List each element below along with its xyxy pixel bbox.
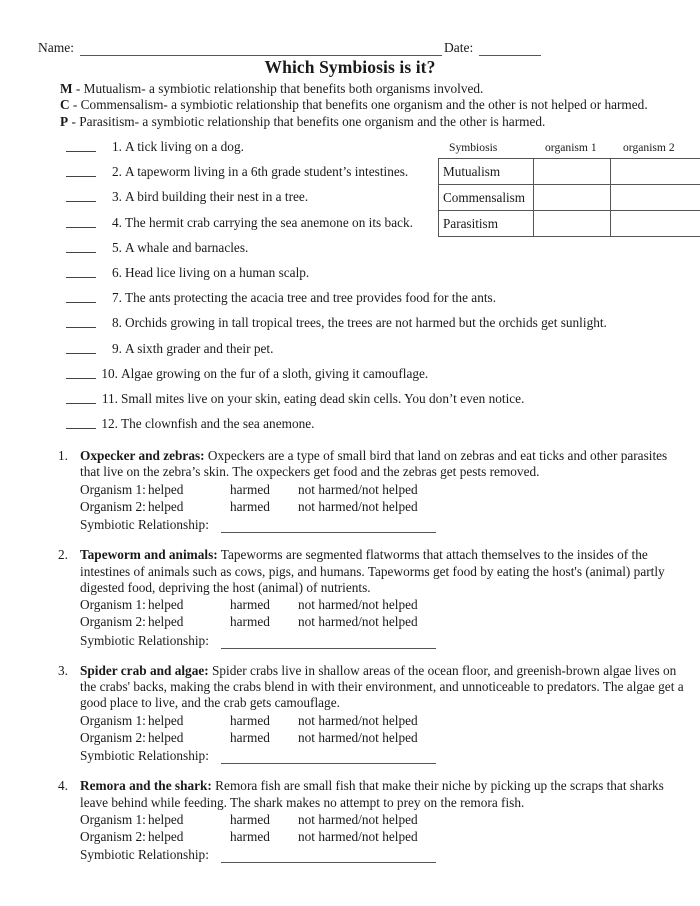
relationship-answer-line[interactable]: [221, 750, 436, 764]
question-description: Tapeworms are segmented flatworms that attach themselves to the insides of the intestines of animals such as cows, pigs, and humans. Tapeworms get food by eating the host's (animal) partly digested food, depriving the host (animal) of nutrients.: [80, 547, 665, 595]
key-letter-m: M: [60, 81, 73, 96]
cell-commensalism-organism-2[interactable]: [610, 185, 700, 210]
answer-blank-10[interactable]: [66, 366, 96, 379]
column-header-symbiosis: Symbiosis: [449, 141, 498, 154]
key-text-c: - Commensalism- a symbiotic relationship that benefits one organism and the other is not helped or harmed.: [69, 97, 648, 113]
organism-2-label: Organism 2:: [80, 729, 146, 745]
answer-blank-7[interactable]: [66, 290, 96, 303]
list-item: [66, 265, 666, 290]
symbiosis-key: [60, 81, 690, 130]
cell-commensalism-organism-1[interactable]: [533, 185, 610, 210]
question-4: [58, 778, 686, 863]
column-header-organism-2: organism 2: [623, 141, 675, 154]
answer-blank-5[interactable]: [66, 240, 96, 253]
symbiosis-table: [438, 141, 700, 237]
list-item-label: Head lice living on a human scalp.: [125, 264, 310, 280]
option-harmed[interactable]: harmed: [230, 481, 270, 497]
list-item-label: A whale and barnacles.: [125, 239, 249, 255]
relationship-row: [80, 846, 686, 863]
relationship-label: Symbiotic Relationship:: [80, 632, 209, 648]
list-item-number: 3.: [112, 189, 122, 205]
answer-blank-11[interactable]: [66, 391, 96, 404]
question-3: [58, 663, 686, 765]
date-input-line[interactable]: [479, 42, 541, 56]
question-number: 2.: [58, 547, 68, 563]
relationship-answer-line[interactable]: [221, 519, 436, 533]
list-item-label: A bird building their nest in a tree.: [125, 189, 309, 205]
question-description: Remora fish are small fish that make their niche by picking up the scraps that sharks leave behind while feeding. The shark makes no attempt to prey on the remora fish.: [80, 778, 664, 810]
list-item-label: Small mites live on your skin, eating dead skin cells. You don’t even notice.: [121, 390, 525, 406]
option-neutral[interactable]: not harmed/not helped: [298, 481, 418, 497]
relationship-label: Symbiotic Relationship:: [80, 748, 209, 763]
name-input-line[interactable]: [80, 42, 442, 56]
list-item-label: The hermit crab carrying the sea anemone on its back.: [125, 214, 413, 230]
question-title: Spider crab and algae:: [80, 662, 209, 678]
list-item: [66, 290, 666, 315]
organism-1-label: Organism 1:: [80, 597, 146, 613]
list-item: [66, 341, 666, 366]
organism-1-options: [80, 811, 686, 828]
option-neutral[interactable]: not harmed/not helped: [298, 498, 418, 514]
list-item-label: A tick living on a dog.: [125, 139, 244, 154]
answer-blank-12[interactable]: [66, 416, 96, 429]
row-label-commensalism: Commensalism: [438, 185, 533, 210]
option-harmed[interactable]: harmed: [230, 829, 270, 844]
cell-mutualism-organism-1[interactable]: [533, 159, 610, 184]
list-item: [66, 416, 666, 441]
option-helped[interactable]: helped: [148, 712, 184, 728]
organism-2-label: Organism 2:: [80, 498, 146, 514]
relationship-row: [80, 747, 686, 764]
relationship-label: Symbiotic Relationship:: [80, 847, 209, 863]
answer-blank-4[interactable]: [66, 215, 96, 228]
option-neutral[interactable]: not harmed/not helped: [298, 729, 418, 745]
list-item-label: Algae growing on the fur of a sloth, giving it camouflage.: [121, 365, 429, 381]
answer-blank-1[interactable]: [66, 139, 96, 152]
option-harmed[interactable]: harmed: [230, 811, 270, 827]
list-item-number: 2.: [112, 164, 122, 180]
list-item-label: Orchids growing in tall tropical trees, the trees are not harmed but the orchids get sunlight.: [125, 315, 607, 331]
organism-2-options: [80, 498, 686, 515]
key-text-m: - Mutualism- a symbiotic relationship that benefits both organisms involved.: [72, 81, 484, 96]
list-item-number: 9.: [112, 340, 122, 356]
list-item-number: 5.: [112, 239, 122, 255]
question-2: [58, 547, 686, 649]
key-entry-mutualism: [60, 81, 690, 97]
list-item-number: 6.: [112, 264, 122, 280]
list-item-number: 11.: [101, 390, 118, 406]
list-item-number: 12.: [101, 416, 118, 432]
list-item-label: A tapeworm living in a 6th grade student’s intestines.: [125, 164, 409, 180]
column-header-organism-1: organism 1: [545, 141, 597, 154]
relationship-answer-line[interactable]: [221, 635, 436, 649]
cell-parasitism-organism-2[interactable]: [610, 211, 700, 236]
table-grid: [438, 158, 700, 237]
option-helped[interactable]: helped: [148, 829, 184, 844]
question-body: [80, 547, 686, 596]
key-text-p: - Parasitism- a symbiotic relationship that benefits one organism and the other is harmed.: [68, 113, 546, 129]
question-title: Oxpecker and zebras:: [80, 448, 205, 463]
question-description: Spider crabs live in shallow areas of the ocean floor, and greenish-brown algae lives on the crabs' backs, making the crabs blend in with their environment, and unnoticeable to predators. The algae get a good place to live, and the crab gets camouflage.: [80, 662, 684, 711]
list-item: [66, 366, 666, 391]
page-title: Which Symbiosis is it?: [264, 57, 436, 77]
option-harmed[interactable]: harmed: [230, 712, 270, 728]
list-item-label: The ants protecting the acacia tree and tree provides food for the ants.: [125, 290, 497, 306]
table-row: [438, 211, 700, 237]
question-body: [80, 448, 686, 481]
question-number: 3.: [58, 662, 68, 678]
option-helped[interactable]: helped: [148, 614, 184, 630]
option-neutral[interactable]: not harmed/not helped: [298, 614, 418, 630]
answer-blank-9[interactable]: [66, 341, 96, 354]
option-helped[interactable]: helped: [148, 498, 184, 514]
question-body: [80, 778, 686, 811]
organism-1-label: Organism 1:: [80, 481, 146, 497]
option-helped[interactable]: helped: [148, 597, 184, 613]
key-entry-commensalism: [60, 97, 690, 113]
list-item-number: 8.: [112, 315, 122, 331]
option-neutral[interactable]: not harmed/not helped: [298, 829, 418, 844]
organism-2-options: [80, 613, 686, 630]
question-number: 4.: [58, 778, 68, 794]
key-letter-p: P: [60, 113, 69, 129]
key-entry-parasitism: [60, 114, 690, 130]
key-letter-c: C: [60, 97, 70, 113]
date-label: Date:: [444, 40, 474, 55]
name-label: Name:: [38, 40, 74, 55]
organism-1-label: Organism 1:: [80, 811, 146, 827]
option-neutral[interactable]: not harmed/not helped: [298, 811, 418, 827]
list-item-number: 10.: [101, 365, 118, 381]
question-description: Oxpeckers are a type of small bird that land on zebras and eat ticks and other parasites that live on the zebra’s skin. The oxpeckers get food and the zebras get pests removed.: [80, 448, 668, 480]
list-item: [66, 315, 666, 340]
organism-1-options: [80, 481, 686, 498]
question-section: [58, 448, 686, 877]
relationship-row: [80, 516, 686, 533]
cell-parasitism-organism-1[interactable]: [533, 211, 610, 236]
list-item: [66, 391, 666, 416]
relationship-answer-line[interactable]: [221, 849, 436, 863]
option-helped[interactable]: helped: [148, 811, 184, 827]
option-helped[interactable]: helped: [148, 481, 184, 497]
list-item-label: A sixth grader and their pet.: [125, 340, 274, 356]
organism-2-label: Organism 2:: [80, 829, 146, 844]
list-item-number: 7.: [112, 290, 122, 306]
organism-1-options: [80, 596, 686, 613]
list-item: [66, 240, 666, 265]
table-header-row: [438, 141, 700, 158]
list-item-number: 4.: [112, 214, 122, 230]
question-title: Remora and the shark:: [80, 778, 212, 794]
question-1: [58, 448, 686, 533]
option-harmed[interactable]: harmed: [230, 498, 270, 514]
organism-2-label: Organism 2:: [80, 614, 146, 630]
answer-blank-3[interactable]: [66, 189, 96, 202]
row-label-parasitism: Parasitism: [438, 211, 533, 236]
cell-mutualism-organism-2[interactable]: [610, 159, 700, 184]
option-neutral[interactable]: not harmed/not helped: [298, 712, 418, 728]
option-harmed[interactable]: harmed: [230, 614, 270, 630]
row-label-mutualism: Mutualism: [438, 159, 533, 184]
answer-blank-2[interactable]: [66, 164, 96, 177]
option-neutral[interactable]: not harmed/not helped: [298, 597, 418, 613]
table-row: [438, 185, 700, 211]
question-body: [80, 663, 686, 712]
organism-1-options: [80, 712, 686, 729]
name-date-header: [38, 38, 672, 56]
question-number: 1.: [58, 448, 68, 463]
question-title: Tapeworm and animals:: [80, 547, 218, 563]
list-item-label: The clownfish and the sea anemone.: [121, 416, 315, 432]
relationship-label: Symbiotic Relationship:: [80, 517, 209, 532]
organism-1-label: Organism 1:: [80, 712, 146, 728]
relationship-row: [80, 632, 686, 649]
organism-2-options: [80, 729, 686, 746]
table-row: [438, 159, 700, 185]
answer-blank-8[interactable]: [66, 315, 96, 328]
answer-blank-6[interactable]: [66, 265, 96, 278]
organism-2-options: [80, 828, 686, 845]
option-harmed[interactable]: harmed: [230, 729, 270, 745]
option-harmed[interactable]: harmed: [230, 597, 270, 613]
list-item-number: 1.: [112, 139, 122, 154]
option-helped[interactable]: helped: [148, 729, 184, 745]
